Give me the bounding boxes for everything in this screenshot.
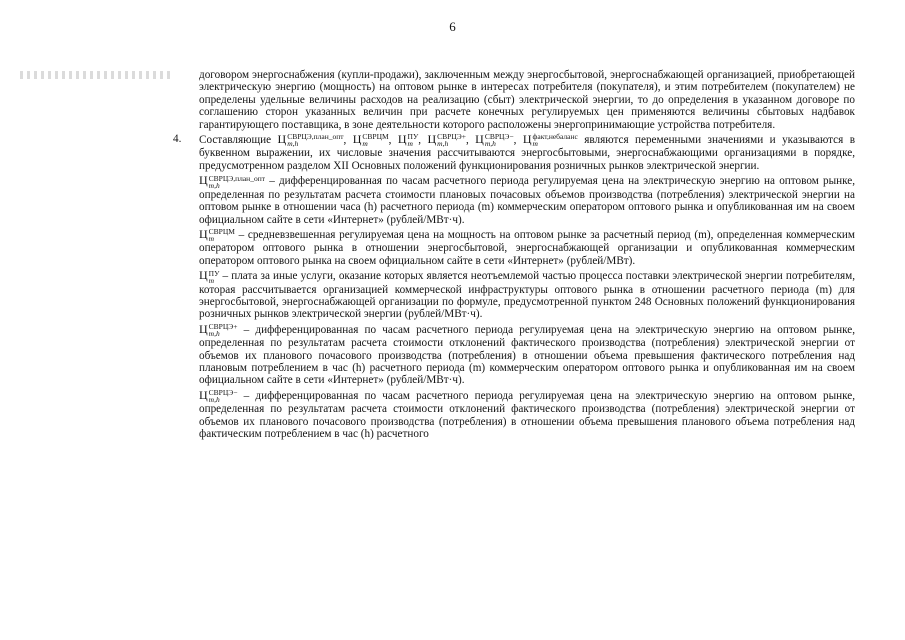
- symbol-subscript: m,h: [287, 139, 299, 149]
- definition-paragraph: [199, 389, 855, 441]
- symbol-base: Ц: [277, 132, 287, 147]
- definition-symbol: [199, 228, 235, 242]
- price-symbol: [475, 133, 513, 147]
- symbol-subscript: m: [532, 139, 538, 149]
- symbol-superscript: СВРЦМ: [208, 227, 235, 237]
- symbol-base: Ц: [352, 132, 362, 147]
- definition-paragraph: [199, 323, 855, 387]
- symbol-superscript: ПУ: [208, 268, 220, 278]
- symbol-base: Ц: [199, 268, 208, 283]
- symbol-superscript: ПУ: [407, 132, 419, 142]
- definition-text: – плата за иные услуги, оказание которых является неотъемлемой частью процесса поставки электрической энергии потребителям, которая рассчитывается организацией коммерческой инфраструктуры оптового рынка в отношении расчетного периода (m) для энергосбытовой, энергоснабжающей организации по формуле, предусмотренной пунктом 248 Основных положений функционирования розничных рынков электрической энергии (рублей/МВт·ч).: [199, 270, 855, 321]
- symbol-subscript: m: [208, 234, 215, 244]
- definition-paragraph: [199, 174, 855, 226]
- symbol-base: Ц: [522, 132, 532, 147]
- item-number: 4.: [173, 133, 182, 146]
- symbol-base: Ц: [199, 387, 208, 402]
- symbol-subscript: m,h: [208, 180, 220, 190]
- definition-symbol: [199, 174, 265, 188]
- symbol-superscript: СВРЦЭ+: [208, 322, 238, 332]
- symbol-list: Ц СВРЦЭ,план_опт m,h , Ц СВРЦМ m , Ц ПУ m , Ц СВРЦЭ+ m,h , Ц СВРЦЭ− m,h , Ц факт,небаланс m: [277, 132, 578, 149]
- price-symbol: [398, 133, 418, 147]
- intro-paragraph: договором энергоснабжения (купли-продажи), заключенным между энергосбытовой, энергоснабжающей организацией, приобретающей электрическую энергию (мощность) на оптовом рынке в интересах потребителя (покупателя), и этим потребителем (покупателем) не определены удельные величины расходов на реализацию (сбыт) электрической энергии, то до определения в указанном договоре по соглашению сторон указанных величин при расчете конечных регулируемых цен применяются величины сбытовых надбавок гарантирующего поставщика, в зоне деятельности которого расположены энергопринимающие устройства потребителя.: [199, 69, 855, 131]
- definition-text: – дифференцированная по часам расчетного периода регулируемая цена на электрическую энергию на оптовом рынке, определенная по результатам расчета стоимости отклонений фактического производства (потребления) электрической энергии от объемов их планового почасового производства (потребления) в отношении объема превышения фактического потребления над плановым потреблением в час (h) расчетного периода (m) коммерческим оператором оптового рынка и опубликованная им на своем официальном сайте в сети «Интернет» (рублей/МВт·ч).: [199, 323, 856, 387]
- definition-paragraph: [199, 228, 855, 267]
- symbol-base: Ц: [199, 321, 208, 336]
- symbol-subscript: m,h: [208, 395, 220, 405]
- symbol-subscript: m: [208, 275, 215, 285]
- definition-text: – дифференцированная по часам расчетного периода регулируемая цена на электрическую энергию на оптовом рынке, определенная по результатам расчета стоимости отклонений фактического производства (потребления) электрической энергии от объемов их планового почасового производства (потребления) в отношении объема превышения планового объема потребления над фактическим потреблением в час (h) расчетного: [199, 389, 856, 441]
- price-symbol: [353, 133, 389, 147]
- price-symbol: [278, 133, 344, 147]
- item-rest: являются переменными значениями и указываются в буквенном выражении, их числовые значения рассчитываются энергосбытовыми, энергоснабжающими организациями в порядке, предусмотренном разделом XII Основных положений функционирования розничных рынков электрической энергии.: [199, 134, 855, 172]
- symbol-superscript: факт,небаланс: [532, 132, 578, 142]
- symbol-subscript: m,h: [208, 329, 220, 339]
- symbol-base: Ц: [427, 132, 437, 147]
- symbol-subscript: m: [362, 139, 368, 149]
- symbol-base: Ц: [397, 132, 407, 147]
- symbol-superscript: СВРЦЭ−: [208, 388, 238, 398]
- price-symbol: [523, 133, 578, 147]
- symbol-subscript: m: [407, 139, 413, 149]
- scan-artifact: [20, 71, 170, 79]
- symbol-superscript: СВРЦЭ,план_опт: [287, 132, 344, 142]
- symbol-superscript: СВРЦЭ−: [484, 132, 514, 142]
- symbol-superscript: СВРЦЭ,план_опт: [208, 173, 265, 183]
- price-symbol: [428, 133, 466, 147]
- symbol-superscript: СВРЦМ: [362, 132, 389, 142]
- definition-symbol: [199, 323, 237, 337]
- item-4: [173, 132, 855, 172]
- document-body: [173, 69, 856, 442]
- symbol-subscript: m,h: [437, 139, 449, 149]
- definition-text: – средневзвешенная регулируемая цена на мощность на оптовом рынке за расчетный период (m), определенная коммерческим оператором оптового рынка в отношении энергосбытовой, энергоснабжающей организации и опубликованная коммерческим оператором оптового рынка на своем официальном сайте в сети «Интернет» (рублей/МВт).: [199, 228, 855, 267]
- symbol-superscript: СВРЦЭ+: [437, 132, 466, 142]
- item-lead: Составляющие: [199, 134, 272, 147]
- definition-list: [199, 174, 855, 440]
- definition-paragraph: [199, 269, 855, 321]
- definition-text: – дифференцированная по часам расчетного периода регулируемая цена на электрическую энергию на оптовом рынке, определенная по результатам расчета стоимости плановых почасовых объемов производства (потребления) электрической энергии на оптовом рынке в отношении часа (h) расчетного периода (m) коммерческим оператором оптового рынка и опубликованная им на своем официальном сайте в сети «Интернет» (рублей/МВт·ч).: [199, 175, 856, 226]
- symbol-base: Ц: [199, 173, 208, 188]
- symbol-base: Ц: [475, 132, 484, 147]
- symbol-base: Ц: [199, 226, 208, 241]
- definition-symbol: [199, 269, 219, 283]
- definition-symbol: [199, 389, 237, 403]
- page-number: 6: [449, 19, 456, 34]
- symbol-subscript: m,h: [484, 139, 496, 149]
